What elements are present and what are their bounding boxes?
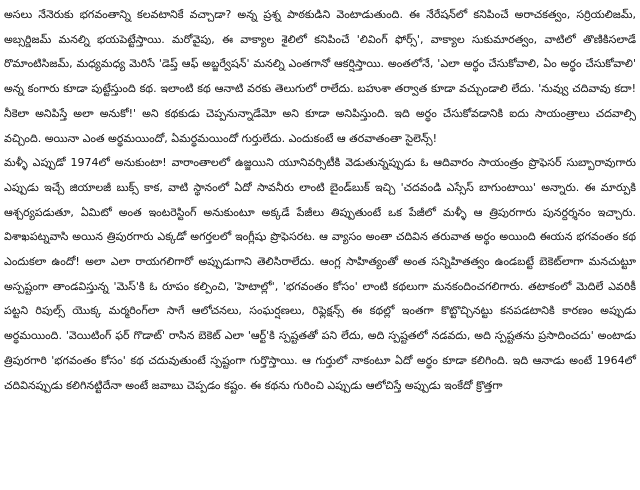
paragraph-2: మళ్ళీ ఎప్పుడో 1974లో అనుకుంటా! వారాంతాలలో ఉజ్జయిని యూనివర్సిటీకి వెడుతున్నప్పుడు ఓ ఆదివారం సాయంత్రం ప్రొఫెసర్ సుబ్బారావుగారు ఎప్పుడు ఇచ్చే జియాలజీ బుక్స్ కాక, వాటి స్థానంలో ఏదో సావనీరు లాంటి బైండ్‌బుక్ ఇచ్చి 'చదవండి ఎస్సేస్ బాగుంటాయి' అన్నారు. ఈ మార్పుకి ఆశ్చర్యపడుతూ, ఏమిటో అంత ఇంటరెస్టింగ్ అనుకుంటూ అక్కడే పేజీలు తిప్పుతుంటే ఒక పేజీలో మళ్ళీ ఆ త్రిపురగారు పునర్దర్శనం ఇచ్చారు. విశాఖపట్నవాసి అయిన త్రిపురగారు ఎక్కడో అగర్తలలో ఇంగ్లీషు ప్రొఫెసరట. ఆ వ్యాసం అంతా చదివిన తరువాత అర్థం అయింది ఈయన భగవంతం కథ ఎందుకలా ఉందో! అలా ఎలా రాయగలిగారో అప్పుడుగాని తెలిసిరాలేదు. ఆంగ్ల సాహిత్యంతో అంత సన్నిహితత్వం ఉండబట్టే బెకెట్‌లాగా మనచుట్టూ అస్పష్టంగా తాండవిస్తున్న 'మెస్'కి ఓ రూపం కల్పించి, 'హెటాల్లో', 'భగవంతం కోసం' లాంటి కథలుగా మనకందించగలిగారు. తటాకంలో మెదిలే ఎవరికీ పట్టని రిపుల్స్ యొక్క మర్మరింగ్‌లా సాగే ఆలోచనలు, సంఘర్షణలు, రిఫ్లెక్షన్స్ ఈ కథల్లో ఇంతగా కొట్టొచ్చినట్టు కనపడటానికి కారణం అప్పుడు అర్థమయింది. 'వెయిటింగ్ ఫర్ గొడాట్' రాసిన బెకెట్ ఎలా 'ఆర్ట్'కి స్పష్టతతో పని లేదు, అది స్పష్టతలో నడవదు, అది స్పష్టతను ప్రసాదించదు' అంటాడు త్రిపురగారి 'భగవంతం కోసం' కథ చదువుతుంటే స్పష్టంగా గుర్తొస్తాయి. ఆ గుర్తులో నాకంటూ ఏదో అర్థం కూడా కలిగింది. ఇది ఆనాడు అంటే 1964లో చదివినప్పుడు కలిగినట్టిదేనా అంటే జవాబు చెప్పడం కష్టం. ఈ కథను గురించి ఎప్పుడు ఆలోచిస్తే అప్పుడు ఇంకేదో క్రొత్తగా: [4, 156, 636, 392]
paragraph-1: అసలు నేనెరుకు భగవంతాన్ని కలవటానికే వచ్చాడా? అన్న ప్రశ్న పాఠకుడిని వెంటాడుతుంది. ఈ నేరేషన్‌లో కనిపించే అరాచకత్వం, సర్రియలిజమ్, అబ్సర్డిజమ్ మనల్ని భయపెట్టేస్తాయి. మరోవైపు, ఈ వాక్యాల శైలిలో కనిపించే 'లివింగ్ ఫోర్స్', వాక్యాల సుకుమారత్వం, వాటిలో తొణికిసలాడే రొమాంటిసిజమ్, మధ్యమధ్య మెరిసే 'డెప్త్ ఆఫ్ అబ్జర్వేషన్' మనల్ని ఎంతగానో ఆకర్షిస్తాయి. అంతలోనే, 'ఎలా అర్థం చేసుకోవాలి, ఏం అర్థం చేసుకోవాలి' అన్న కంగారు కూడా పుట్టేస్తుంది కథ. ఇలాంటి కథ ఆనాటి వరకు తెలుగులో రాలేదు. బహుశా తర్వాత కూడా వచ్చుండాలి లేదు. 'నువ్వు చదివావు కదా! నీకెలా అనిపిస్తే అలా అనుకో!' అని కథకుడు చెప్పనున్నాడేమో అని కూడా అనిపిస్తుంది. ఇది అర్థం చేసుకోవడానికి ఐదు సాయంత్రాలు చదవాల్సి వచ్చింది. అయినా ఎంత అర్థమయిందో, ఏమర్థమయిందో గుర్తులేదు. ఎందుకంటే ఆ తరవాతంతా సైలెన్స్!: [4, 8, 636, 145]
article-body: [4, 3, 636, 398]
